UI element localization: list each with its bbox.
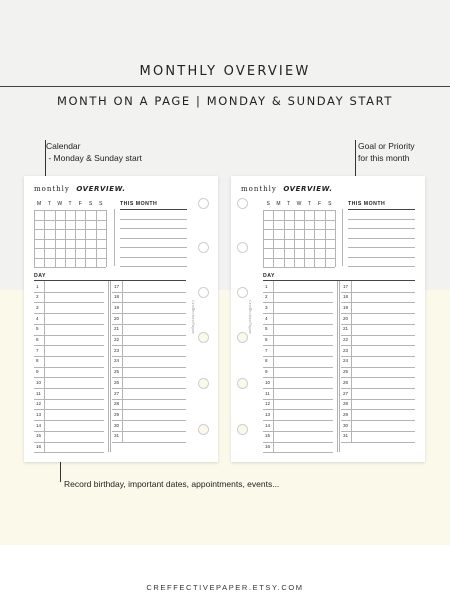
- weekday-label: S: [99, 201, 103, 207]
- this-month-line: [120, 238, 187, 239]
- this-month-label: THIS MONTH: [348, 201, 386, 207]
- binder-hole: [198, 378, 209, 389]
- binder-hole: [237, 242, 248, 253]
- weekday-label: S: [266, 201, 270, 207]
- this-month-rule: [348, 209, 415, 210]
- calendar-grid-col-line: [284, 210, 285, 267]
- this-month-line: [120, 257, 187, 258]
- day-row-line: [341, 399, 415, 400]
- header-bold-text: OVERVIEW.: [283, 185, 333, 193]
- day-number: 30: [343, 422, 349, 428]
- day-row-line: [341, 442, 415, 443]
- day-number: 31: [343, 433, 349, 439]
- binder-hole: [237, 424, 248, 435]
- binder-hole: [198, 287, 209, 298]
- day-number: 19: [114, 304, 120, 310]
- day-number: 5: [265, 326, 268, 332]
- weekday-label: M: [276, 201, 281, 207]
- day-number: 7: [265, 347, 268, 353]
- day-number: 14: [36, 422, 42, 428]
- day-number: 25: [114, 369, 120, 375]
- day-number: 20: [343, 315, 349, 321]
- calendar-note-line2: - Monday & Sunday start: [46, 153, 142, 163]
- weekday-label: T: [287, 201, 291, 207]
- goal-note-line2: for this month: [358, 153, 410, 163]
- day-number: 2: [36, 294, 39, 300]
- day-number: 17: [114, 283, 120, 289]
- goal-note: [358, 140, 415, 164]
- section-divider: [342, 209, 343, 266]
- page-header: [34, 185, 126, 193]
- day-row-line: [341, 388, 415, 389]
- day-number: 11: [36, 390, 41, 396]
- binder-hole: [237, 378, 248, 389]
- day-number: 27: [114, 390, 120, 396]
- day-label: DAY: [34, 273, 46, 279]
- day-row-line: [112, 292, 186, 293]
- day-row-line: [112, 345, 186, 346]
- day-number: 10: [265, 379, 271, 385]
- day-row-line: [112, 388, 186, 389]
- page-subtitle: MONTH ON A PAGE | MONDAY & SUNDAY START: [57, 94, 393, 108]
- calendar-grid-row-line: [263, 267, 335, 268]
- day-number-separator: [273, 281, 274, 452]
- day-number: 2: [265, 294, 268, 300]
- day-number: 1: [265, 283, 268, 289]
- day-row-line: [112, 367, 186, 368]
- calendar-grid-col-line: [85, 210, 86, 267]
- day-row-line: [341, 335, 415, 336]
- day-number: 29: [114, 411, 120, 417]
- day-number-separator: [122, 281, 123, 442]
- day-number: 24: [114, 358, 120, 364]
- record-note: Record birthday, important dates, appointments, events...: [64, 479, 280, 489]
- binder-hole: [237, 287, 248, 298]
- day-row-line: [112, 324, 186, 325]
- day-row-line: [341, 367, 415, 368]
- day-row-line: [112, 442, 186, 443]
- this-month-line: [348, 228, 415, 229]
- day-row-line: [341, 420, 415, 421]
- calendar-grid-col-line: [314, 210, 315, 267]
- day-number: 30: [114, 422, 120, 428]
- day-number: 19: [343, 304, 349, 310]
- day-number: 22: [114, 337, 120, 342]
- day-row-line: [341, 292, 415, 293]
- calendar-grid-col-line: [273, 210, 274, 267]
- day-number: 28: [343, 401, 349, 407]
- day-row-line: [263, 452, 333, 453]
- day-number: 24: [343, 358, 349, 364]
- weekday-label: F: [78, 201, 82, 207]
- day-number: 17: [343, 283, 349, 289]
- day-number: 3: [36, 304, 39, 310]
- calendar-grid-col-line: [325, 210, 326, 267]
- this-month-rule: [120, 209, 187, 210]
- calendar-grid-col-line: [263, 210, 264, 267]
- goal-note-line1: Goal or Priority: [358, 141, 415, 151]
- day-number: 18: [343, 294, 349, 300]
- calendar-note: [46, 140, 142, 164]
- weekday-label: W: [296, 201, 302, 207]
- this-month-line: [348, 266, 415, 267]
- day-number: 26: [343, 379, 349, 385]
- day-number: 23: [343, 347, 349, 353]
- day-number: 21: [114, 326, 120, 332]
- day-number: 9: [36, 369, 39, 375]
- day-row-line: [112, 431, 186, 432]
- calendar-grid-col-line: [34, 210, 35, 267]
- day-row-line: [341, 313, 415, 314]
- day-number: 22: [343, 337, 349, 342]
- day-row-line: [341, 345, 415, 346]
- day-number-separator: [44, 281, 45, 452]
- day-number: 15: [36, 433, 42, 439]
- this-month-label: THIS MONTH: [120, 201, 158, 207]
- day-column-divider: [339, 281, 340, 452]
- weekday-label: T: [47, 201, 51, 207]
- calendar-grid-col-line: [65, 210, 66, 267]
- day-number: 4: [265, 315, 268, 321]
- day-row-line: [341, 409, 415, 410]
- day-row-line: [112, 420, 186, 421]
- day-row-line: [34, 452, 104, 453]
- day-number: 13: [265, 411, 271, 417]
- calendar-grid-col-line: [294, 210, 295, 267]
- day-row-line: [341, 324, 415, 325]
- day-number: 20: [114, 315, 120, 321]
- day-row-line: [112, 377, 186, 378]
- weekday-label: S: [328, 201, 332, 207]
- day-number: 27: [343, 390, 349, 396]
- calendar-grid-col-line: [335, 210, 336, 267]
- header-bold-text: OVERVIEW.: [76, 185, 126, 193]
- day-number: 4: [36, 315, 39, 321]
- calendar-grid-col-line: [96, 210, 97, 267]
- page-title: MONTHLY OVERVIEW: [139, 64, 311, 79]
- day-row-line: [341, 431, 415, 432]
- day-number: 18: [114, 294, 120, 300]
- calendar-grid-col-line: [304, 210, 305, 267]
- day-number: 6: [265, 337, 268, 342]
- day-number: 8: [265, 358, 268, 364]
- day-label: DAY: [263, 273, 275, 279]
- title-divider: [0, 86, 450, 87]
- day-number: 25: [343, 369, 349, 375]
- binder-hole: [237, 332, 248, 343]
- day-number: 21: [343, 326, 349, 332]
- planner-page-sunday-start: [231, 176, 425, 462]
- this-month-line: [120, 228, 187, 229]
- day-number: 3: [265, 304, 268, 310]
- binder-hole: [198, 242, 209, 253]
- day-number: 6: [36, 337, 39, 342]
- day-number: 12: [36, 401, 42, 407]
- day-column-divider: [110, 281, 111, 452]
- day-number: 11: [265, 390, 270, 396]
- calendar-grid-row-line: [34, 267, 106, 268]
- section-divider: [114, 209, 115, 266]
- this-month-line: [348, 238, 415, 239]
- calendar-grid-col-line: [55, 210, 56, 267]
- weekday-label: M: [37, 201, 42, 207]
- brand-vertical-text: CreffectivePaper: [191, 300, 196, 335]
- shop-url: CREFFECTIVEPAPER.ETSY.COM: [146, 583, 304, 592]
- calendar-grid-col-line: [44, 210, 45, 267]
- binder-hole: [198, 332, 209, 343]
- day-number: 1: [36, 283, 39, 289]
- day-number: 9: [265, 369, 268, 375]
- weekday-label: W: [57, 201, 63, 207]
- day-number: 16: [36, 444, 42, 449]
- day-row-line: [341, 302, 415, 303]
- day-number: 26: [114, 379, 120, 385]
- this-month-line: [120, 219, 187, 220]
- day-number: 5: [36, 326, 39, 332]
- day-number: 29: [343, 411, 349, 417]
- day-number: 31: [114, 433, 120, 439]
- day-number: 12: [265, 401, 271, 407]
- day-number-separator: [351, 281, 352, 442]
- day-number: 16: [265, 444, 271, 449]
- day-row-line: [112, 335, 186, 336]
- header-plain-text: monthly: [34, 185, 70, 193]
- day-row-line: [112, 313, 186, 314]
- day-number: 14: [265, 422, 271, 428]
- day-number: 10: [36, 379, 42, 385]
- binder-hole: [198, 424, 209, 435]
- calendar-grid-col-line: [106, 210, 107, 267]
- day-number: 13: [36, 411, 42, 417]
- weekday-label: F: [318, 201, 322, 207]
- day-row-line: [341, 377, 415, 378]
- day-row-line: [112, 409, 186, 410]
- weekday-label: T: [307, 201, 311, 207]
- day-number: 8: [36, 358, 39, 364]
- weekday-label: T: [68, 201, 72, 207]
- binder-hole: [237, 198, 248, 209]
- this-month-line: [348, 219, 415, 220]
- day-row-line: [112, 356, 186, 357]
- binder-hole: [198, 198, 209, 209]
- this-month-line: [348, 247, 415, 248]
- day-number: 15: [265, 433, 271, 439]
- page-header: [241, 185, 333, 193]
- day-row-line: [112, 399, 186, 400]
- this-month-line: [348, 257, 415, 258]
- calendar-note-line1: Calendar: [46, 141, 81, 151]
- planner-page-monday-start: [24, 176, 218, 462]
- day-number: 28: [114, 401, 120, 407]
- this-month-line: [120, 266, 187, 267]
- brand-vertical-text: CreffectivePaper: [248, 300, 253, 335]
- day-number: 7: [36, 347, 39, 353]
- calendar-grid-col-line: [75, 210, 76, 267]
- day-number: 23: [114, 347, 120, 353]
- day-row-line: [341, 356, 415, 357]
- day-row-line: [112, 302, 186, 303]
- header-plain-text: monthly: [241, 185, 277, 193]
- weekday-label: S: [88, 201, 93, 207]
- this-month-line: [120, 247, 187, 248]
